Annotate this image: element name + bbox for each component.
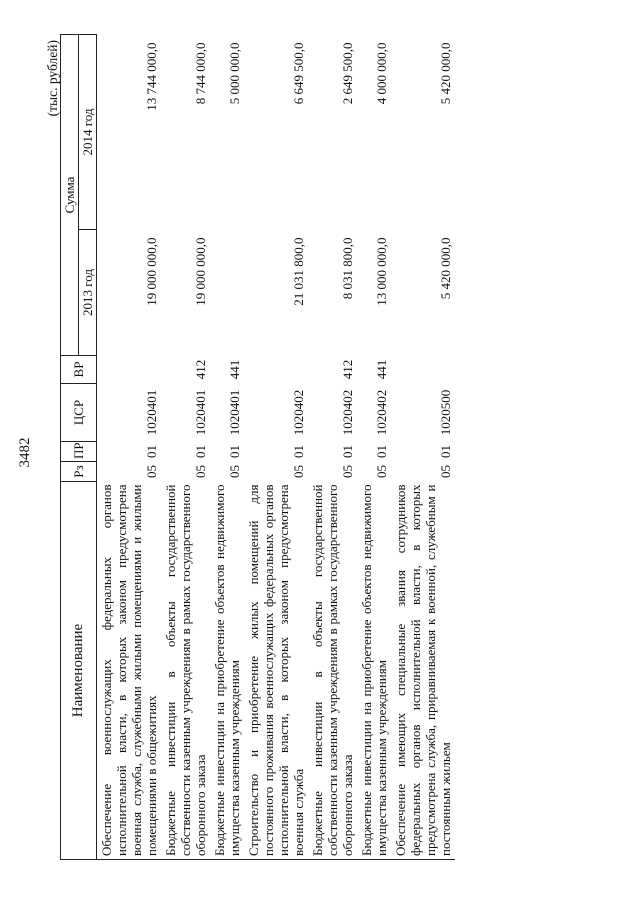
table-row	[244, 35, 308, 860]
header-2014: 2014 год	[79, 35, 97, 230]
row-2013: 13 000 000,0	[374, 237, 389, 306]
header-pr: ПР	[61, 442, 97, 462]
header-csr: ЦСР	[61, 384, 97, 442]
table-row	[161, 35, 210, 860]
row-rz: 05	[227, 465, 242, 478]
header-sum: Сумма	[61, 35, 79, 356]
units-label: (тыс. рублей)	[45, 40, 60, 117]
row-csr: 1020402	[291, 389, 306, 436]
row-vr	[391, 356, 455, 384]
row-2013: 5 420 000,0	[438, 237, 453, 300]
table-row	[391, 35, 455, 860]
row-vr: 441	[227, 359, 242, 380]
row-rz: 05	[193, 465, 208, 478]
row-2014: 5 420 000,0	[438, 42, 453, 105]
row-csr: 1020402	[374, 389, 389, 436]
row-2014: 5 000 000,0	[227, 42, 242, 105]
row-rz: 05	[438, 465, 453, 478]
row-2013: 19 000 000,0	[144, 237, 159, 306]
row-pr: 01	[193, 445, 208, 458]
table-row	[210, 35, 244, 860]
row-pr: 01	[291, 445, 306, 458]
row-2014: 13 744 000,0	[144, 42, 159, 111]
header-2013: 2013 год	[79, 230, 97, 356]
row-2013	[210, 230, 244, 356]
row-pr: 01	[374, 445, 389, 458]
row-csr: 1020401	[193, 389, 208, 436]
row-rz: 05	[291, 465, 306, 478]
row-2014: 8 744 000,0	[193, 42, 208, 105]
row-vr: 412	[193, 359, 208, 380]
header-rz: Рз	[61, 462, 97, 482]
row-csr: 1020500	[438, 389, 453, 436]
row-2013: 8 031 800,0	[340, 237, 355, 300]
row-name: Бюджетные инвестиции на приобретение объектов недвижимого имущества казенным учреждениям	[357, 482, 391, 860]
row-pr: 01	[227, 445, 242, 458]
row-name: Строительство и приобретение жилых помещений для постоянного проживания военнослужащих федеральных органов исполнительной власти, в которых законом предусмотрена военная служба	[244, 482, 308, 860]
row-vr	[97, 356, 162, 384]
row-csr: 1020401	[144, 389, 159, 436]
row-name: Бюджетные инвестиции в объекты государственной собственности казенным учреждениям в рамках государственного оборонного заказа	[161, 482, 210, 860]
row-rz: 05	[144, 465, 159, 478]
budget-table	[60, 34, 455, 860]
header-name: Наименование	[61, 482, 97, 860]
row-vr: 412	[340, 359, 355, 380]
row-name: Обеспечение имеющих специальные звания сотрудников федеральных органов исполнительной власти, в которых предусмотрена служба, приравниваемая к военной, служебным и постоянным жильем	[391, 482, 455, 860]
row-rz: 05	[340, 465, 355, 478]
row-name: Бюджетные инвестиции в объекты государственной собственности казенным учреждениям в рамках государственного оборонного заказа	[308, 482, 357, 860]
row-pr: 01	[144, 445, 159, 458]
row-vr: 441	[374, 359, 389, 380]
table-header	[61, 35, 97, 860]
header-vr: ВР	[61, 356, 97, 384]
row-2013: 21 031 800,0	[291, 237, 306, 306]
row-rz: 05	[374, 465, 389, 478]
row-2014: 6 649 500,0	[291, 42, 306, 105]
row-csr: 1020401	[227, 389, 242, 436]
row-pr: 01	[340, 445, 355, 458]
row-2013: 19 000 000,0	[193, 237, 208, 306]
row-pr: 01	[438, 445, 453, 458]
row-vr	[244, 356, 308, 384]
table-row	[308, 35, 357, 860]
row-2014: 2 649 500,0	[340, 42, 355, 105]
row-2014: 4 000 000,0	[374, 42, 389, 105]
row-name: Бюджетные инвестиции на приобретение объектов недвижимого имущества казенным учреждениям	[210, 482, 244, 860]
row-csr: 1020402	[340, 389, 355, 436]
table-row	[357, 35, 391, 860]
table-row	[97, 35, 162, 860]
row-name: Обеспечение военнослужащих федеральных органов исполнительной власти, в которых законом предусмотрена военная служба, служебными жилыми помещениями и жилыми помещениями в общежитиях	[97, 482, 162, 860]
page-number: 3482	[17, 437, 33, 468]
